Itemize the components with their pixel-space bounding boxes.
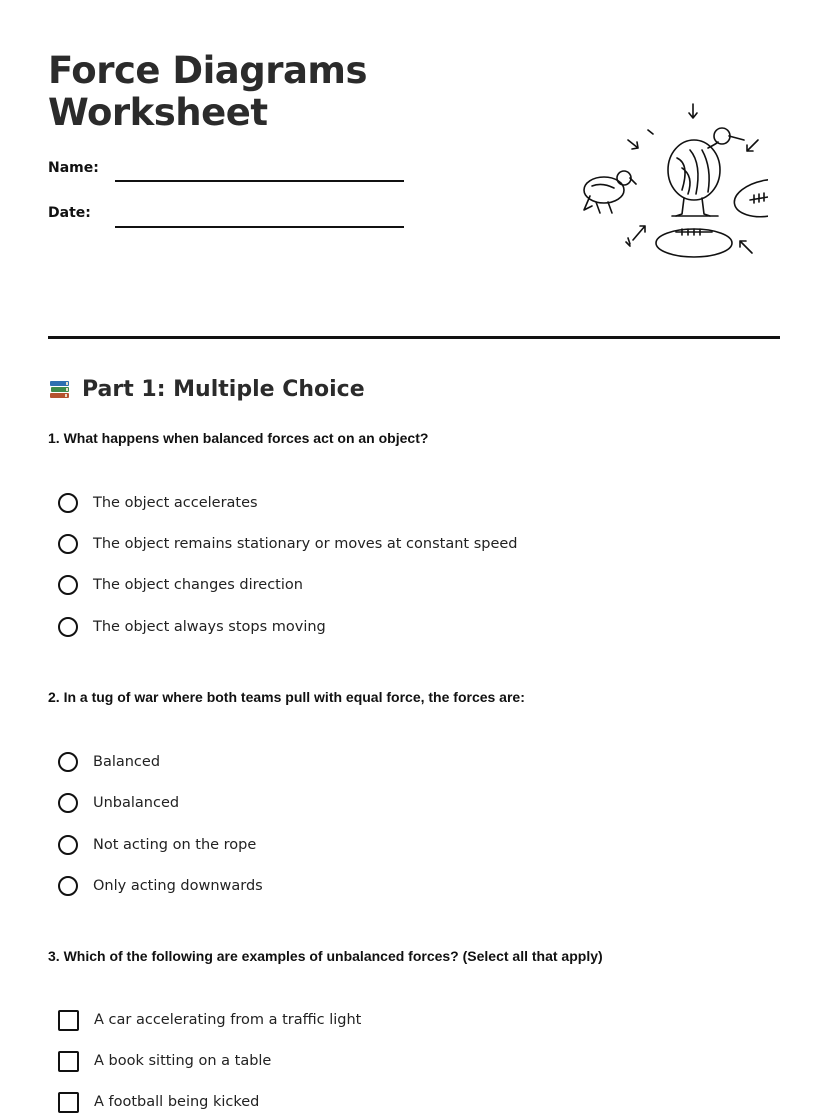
title-line-2: Worksheet: [48, 91, 268, 134]
radio-button[interactable]: [58, 534, 78, 554]
option-label: Unbalanced: [93, 795, 180, 811]
page-title: [48, 50, 367, 134]
q2-option-3[interactable]: [58, 832, 256, 858]
name-input[interactable]: [115, 159, 412, 181]
date-label: Date:: [48, 205, 91, 221]
option-label: A football being kicked: [94, 1094, 260, 1110]
radio-button[interactable]: [58, 575, 78, 595]
kiwi-birds-and-footballs-illustration: [532, 98, 768, 266]
radio-button[interactable]: [58, 876, 78, 896]
section-divider: [48, 336, 780, 339]
option-label: A car accelerating from a traffic light: [94, 1012, 362, 1028]
title-line-1: Force Diagrams: [48, 49, 367, 92]
option-label: The object changes direction: [93, 577, 303, 593]
q3-option-3[interactable]: [58, 1089, 259, 1115]
name-label: Name:: [48, 160, 99, 176]
q2-option-4[interactable]: [58, 873, 263, 899]
option-label: The object always stops moving: [93, 619, 326, 635]
radio-button[interactable]: [58, 617, 78, 637]
force-arrows-icon: [626, 104, 758, 253]
option-label: Not acting on the rope: [93, 837, 257, 853]
option-label: The object accelerates: [93, 495, 258, 511]
question-2: 2. In a tug of war where both teams pull with equal force, the forces are:: [48, 689, 525, 705]
section-1-title: Part 1: Multiple Choice: [82, 376, 365, 402]
small-kiwi-icon: [584, 171, 636, 213]
q3-option-2[interactable]: [58, 1048, 271, 1074]
checkbox[interactable]: [58, 1010, 79, 1031]
big-kiwi-icon: [668, 128, 744, 216]
checkbox[interactable]: [58, 1092, 79, 1113]
radio-button[interactable]: [58, 752, 78, 772]
option-label: A book sitting on a table: [94, 1053, 272, 1069]
football-bottom-icon: [656, 229, 732, 257]
checkbox[interactable]: [58, 1051, 79, 1072]
q2-option-1[interactable]: [58, 749, 160, 775]
option-label: Only acting downwards: [93, 878, 263, 894]
radio-button[interactable]: [58, 835, 78, 855]
option-label: Balanced: [93, 754, 161, 770]
q1-option-1[interactable]: [58, 490, 258, 516]
q1-option-4[interactable]: [58, 614, 326, 640]
radio-button[interactable]: [58, 793, 78, 813]
section-1-header: [48, 374, 365, 404]
date-underline: [115, 226, 404, 228]
question-1: 1. What happens when balanced forces act on an object?: [48, 430, 429, 446]
name-underline: [115, 180, 404, 182]
books-icon: [48, 377, 72, 401]
q1-option-3[interactable]: [58, 572, 303, 598]
option-label: The object remains stationary or moves at constant speed: [93, 536, 518, 552]
q3-option-1[interactable]: [58, 1007, 361, 1033]
football-right-icon: [731, 168, 768, 222]
question-3: 3. Which of the following are examples of unbalanced forces? (Select all that apply): [48, 948, 603, 964]
q2-option-2[interactable]: [58, 790, 179, 816]
date-input[interactable]: [115, 204, 412, 226]
q1-option-2[interactable]: [58, 531, 518, 557]
radio-button[interactable]: [58, 493, 78, 513]
